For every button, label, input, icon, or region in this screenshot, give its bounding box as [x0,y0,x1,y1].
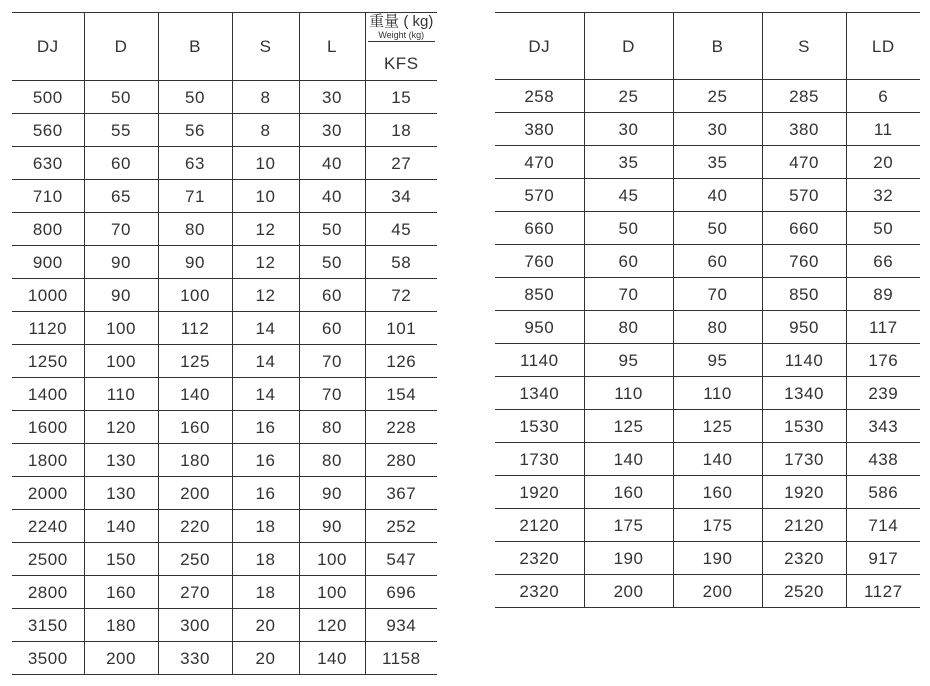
table-row [12,510,437,543]
header-kfs: KFS [365,47,437,81]
cell-kfs-weight: 72 [365,279,437,312]
cell-dj: 470 [495,146,584,179]
cell-s: 850 [762,278,846,311]
cell-s: 760 [762,245,846,278]
cell-l: 30 [299,114,365,147]
cell-d: 95 [584,344,673,377]
cell-d: 50 [84,81,158,114]
cell-s: 660 [762,212,846,245]
cell-dj: 1000 [12,279,84,312]
table-row [12,477,437,510]
cell-s: 950 [762,311,846,344]
cell-d: 140 [584,443,673,476]
cell-s: 1530 [762,410,846,443]
table-row [12,114,437,147]
cell-s: 1140 [762,344,846,377]
cell-l: 50 [299,246,365,279]
table-row [12,411,437,444]
cell-d: 110 [584,377,673,410]
cell-b: 140 [673,443,762,476]
cell-dj: 500 [12,81,84,114]
cell-d: 70 [84,213,158,246]
table-row [495,278,920,311]
cell-s: 14 [232,378,299,411]
cell-l: 100 [299,576,365,609]
cell-b: 63 [158,147,232,180]
cell-ld: 50 [846,212,920,245]
cell-s: 1730 [762,443,846,476]
cell-s: 570 [762,179,846,212]
cell-ld: 6 [846,80,920,113]
right-table-body [495,80,920,608]
cell-dj: 1120 [12,312,84,345]
table-row [12,444,437,477]
left-spec-table [12,12,437,675]
cell-b: 110 [673,377,762,410]
cell-kfs-weight: 1158 [365,642,437,675]
header-weight [365,13,437,48]
cell-ld: 66 [846,245,920,278]
table-row [12,147,437,180]
cell-b: 330 [158,642,232,675]
cell-dj: 1250 [12,345,84,378]
cell-b: 270 [158,576,232,609]
cell-s: 1340 [762,377,846,410]
weight-label-cn: 重量 ( kg) [369,13,434,30]
table-row [495,179,920,212]
cell-ld: 32 [846,179,920,212]
cell-kfs-weight: 547 [365,543,437,576]
table-row [495,377,920,410]
cell-s: 18 [232,576,299,609]
cell-d: 180 [84,609,158,642]
header-dj: DJ [495,13,584,80]
cell-s: 14 [232,345,299,378]
cell-l: 100 [299,543,365,576]
cell-kfs-weight: 280 [365,444,437,477]
cell-ld: 438 [846,443,920,476]
table-row [495,245,920,278]
table-row [495,509,920,542]
header-s: S [232,13,299,81]
cell-b: 180 [158,444,232,477]
cell-s: 12 [232,279,299,312]
table-row [12,312,437,345]
cell-d: 35 [584,146,673,179]
table-row [12,345,437,378]
cell-dj: 3150 [12,609,84,642]
table-row [495,443,920,476]
table-row [495,476,920,509]
cell-dj: 2500 [12,543,84,576]
cell-dj: 1400 [12,378,84,411]
cell-l: 90 [299,477,365,510]
cell-d: 160 [84,576,158,609]
cell-b: 40 [673,179,762,212]
cell-s: 16 [232,411,299,444]
cell-b: 90 [158,246,232,279]
header-d: D [584,13,673,80]
cell-b: 125 [158,345,232,378]
header-d: D [84,13,158,81]
cell-dj: 1340 [495,377,584,410]
cell-l: 70 [299,378,365,411]
cell-ld: 917 [846,542,920,575]
cell-s: 1920 [762,476,846,509]
cell-d: 120 [84,411,158,444]
cell-dj: 710 [12,180,84,213]
cell-b: 220 [158,510,232,543]
cell-dj: 1530 [495,410,584,443]
cell-b: 80 [673,311,762,344]
cell-s: 12 [232,213,299,246]
cell-d: 100 [84,312,158,345]
cell-dj: 1920 [495,476,584,509]
cell-ld: 714 [846,509,920,542]
cell-d: 90 [84,246,158,279]
cell-d: 65 [84,180,158,213]
cell-d: 90 [84,279,158,312]
cell-dj: 630 [12,147,84,180]
table-row [495,80,920,113]
cell-dj: 258 [495,80,584,113]
cell-b: 95 [673,344,762,377]
cell-dj: 2320 [495,575,584,608]
header-l: L [299,13,365,81]
table-row [12,279,437,312]
cell-l: 60 [299,312,365,345]
cell-l: 140 [299,642,365,675]
header-s: S [762,13,846,80]
cell-s: 20 [232,609,299,642]
table-row [495,113,920,146]
cell-dj: 900 [12,246,84,279]
cell-s: 16 [232,477,299,510]
cell-dj: 560 [12,114,84,147]
cell-dj: 3500 [12,642,84,675]
cell-d: 60 [84,147,158,180]
cell-ld: 343 [846,410,920,443]
header-ld: LD [846,13,920,80]
cell-dj: 800 [12,213,84,246]
table-row [12,180,437,213]
cell-b: 70 [673,278,762,311]
cell-b: 190 [673,542,762,575]
table-row [495,212,920,245]
table-row [495,311,920,344]
cell-b: 140 [158,378,232,411]
cell-dj: 950 [495,311,584,344]
cell-b: 300 [158,609,232,642]
cell-b: 125 [673,410,762,443]
cell-l: 40 [299,180,365,213]
weight-label-en: Weight (kg) [368,31,436,43]
cell-d: 150 [84,543,158,576]
cell-ld: 20 [846,146,920,179]
cell-ld: 1127 [846,575,920,608]
table-row [495,575,920,608]
cell-kfs-weight: 27 [365,147,437,180]
cell-d: 55 [84,114,158,147]
cell-kfs-weight: 58 [365,246,437,279]
cell-l: 60 [299,279,365,312]
cell-dj: 2320 [495,542,584,575]
cell-b: 25 [673,80,762,113]
cell-b: 200 [673,575,762,608]
cell-d: 175 [584,509,673,542]
cell-ld: 89 [846,278,920,311]
cell-b: 80 [158,213,232,246]
header-dj: DJ [12,13,84,81]
cell-s: 285 [762,80,846,113]
cell-ld: 117 [846,311,920,344]
cell-ld: 11 [846,113,920,146]
cell-d: 130 [84,477,158,510]
cell-d: 45 [584,179,673,212]
cell-b: 160 [158,411,232,444]
cell-s: 8 [232,81,299,114]
cell-kfs-weight: 45 [365,213,437,246]
header-b: B [158,13,232,81]
cell-b: 250 [158,543,232,576]
cell-kfs-weight: 154 [365,378,437,411]
cell-dj: 2800 [12,576,84,609]
cell-b: 56 [158,114,232,147]
cell-kfs-weight: 696 [365,576,437,609]
cell-ld: 586 [846,476,920,509]
cell-l: 50 [299,213,365,246]
right-spec-table [495,12,920,608]
cell-b: 50 [158,81,232,114]
table-row [12,213,437,246]
cell-b: 50 [673,212,762,245]
cell-kfs-weight: 34 [365,180,437,213]
cell-d: 200 [584,575,673,608]
cell-l: 90 [299,510,365,543]
cell-d: 110 [84,378,158,411]
cell-ld: 176 [846,344,920,377]
cell-s: 16 [232,444,299,477]
table-row [495,344,920,377]
cell-l: 40 [299,147,365,180]
cell-d: 190 [584,542,673,575]
cell-dj: 570 [495,179,584,212]
cell-kfs-weight: 252 [365,510,437,543]
cell-l: 80 [299,444,365,477]
cell-l: 70 [299,345,365,378]
cell-dj: 1140 [495,344,584,377]
cell-s: 12 [232,246,299,279]
cell-dj: 850 [495,278,584,311]
cell-d: 130 [84,444,158,477]
cell-b: 71 [158,180,232,213]
table-row [495,410,920,443]
cell-s: 380 [762,113,846,146]
table-row [495,146,920,179]
cell-dj: 1730 [495,443,584,476]
cell-l: 30 [299,81,365,114]
cell-b: 60 [673,245,762,278]
table-row [12,246,437,279]
cell-dj: 2240 [12,510,84,543]
cell-b: 175 [673,509,762,542]
cell-kfs-weight: 934 [365,609,437,642]
cell-d: 50 [584,212,673,245]
cell-s: 8 [232,114,299,147]
cell-d: 160 [584,476,673,509]
cell-s: 18 [232,510,299,543]
table-row [12,543,437,576]
cell-dj: 1600 [12,411,84,444]
cell-kfs-weight: 228 [365,411,437,444]
cell-l: 120 [299,609,365,642]
cell-b: 35 [673,146,762,179]
cell-dj: 660 [495,212,584,245]
cell-d: 200 [84,642,158,675]
cell-s: 20 [232,642,299,675]
cell-s: 18 [232,543,299,576]
cell-kfs-weight: 101 [365,312,437,345]
cell-b: 112 [158,312,232,345]
cell-ld: 239 [846,377,920,410]
cell-dj: 380 [495,113,584,146]
cell-kfs-weight: 18 [365,114,437,147]
cell-l: 80 [299,411,365,444]
cell-d: 140 [84,510,158,543]
cell-d: 60 [584,245,673,278]
table-row [12,642,437,675]
cell-s: 470 [762,146,846,179]
cell-b: 160 [673,476,762,509]
table-row [12,378,437,411]
cell-dj: 2120 [495,509,584,542]
cell-dj: 2000 [12,477,84,510]
cell-d: 25 [584,80,673,113]
cell-s: 2320 [762,542,846,575]
cell-d: 30 [584,113,673,146]
table-row [495,542,920,575]
table-row [12,609,437,642]
cell-kfs-weight: 126 [365,345,437,378]
cell-s: 2520 [762,575,846,608]
left-table-body [12,81,437,675]
cell-b: 200 [158,477,232,510]
cell-kfs-weight: 15 [365,81,437,114]
cell-s: 10 [232,147,299,180]
header-b: B [673,13,762,80]
cell-s: 2120 [762,509,846,542]
cell-b: 100 [158,279,232,312]
cell-d: 80 [584,311,673,344]
cell-s: 14 [232,312,299,345]
table-row [12,576,437,609]
cell-d: 100 [84,345,158,378]
cell-s: 10 [232,180,299,213]
cell-dj: 760 [495,245,584,278]
cell-dj: 1800 [12,444,84,477]
table-row [12,81,437,114]
cell-d: 125 [584,410,673,443]
cell-b: 30 [673,113,762,146]
cell-d: 70 [584,278,673,311]
cell-kfs-weight: 367 [365,477,437,510]
